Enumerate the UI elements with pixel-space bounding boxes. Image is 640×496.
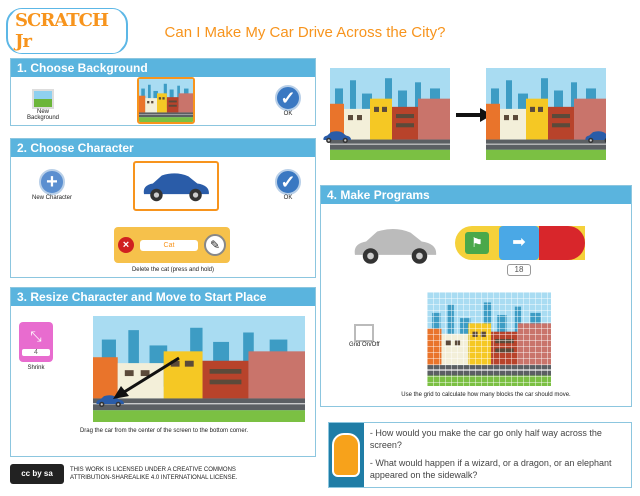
car-sprite bbox=[584, 130, 606, 144]
plus-icon: + bbox=[39, 169, 65, 195]
stage-city-scene[interactable] bbox=[93, 316, 305, 422]
grid-icon bbox=[354, 324, 374, 342]
step3-header: 3. Resize Character and Move to Start Place bbox=[11, 288, 315, 306]
step4-panel: 4. Make Programs ⚑ ➡ 18 Grid On/Off Use the grid to calculate how many blocks the car should move. bbox=[320, 185, 632, 407]
ok-button[interactable]: ✓ OK bbox=[275, 85, 301, 117]
new-background-button[interactable]: New Background bbox=[23, 89, 63, 121]
shrink-icon: ⤡ 4 bbox=[19, 322, 53, 362]
step1-panel bbox=[10, 58, 316, 126]
car-silhouette-icon bbox=[349, 226, 441, 266]
move-right-block[interactable] bbox=[499, 226, 539, 260]
drag-arrow-icon bbox=[111, 356, 181, 400]
grid-overlay bbox=[427, 292, 551, 386]
license-text: THIS WORK IS LICENSED UNDER A CREATIVE COMMONS ATTRIBUTION-SHAREALIKE 4.0 INTERNATIONAL LICENSE. bbox=[70, 467, 238, 481]
shrink-block[interactable]: ⤡ 4 Shrink bbox=[19, 322, 53, 371]
scratchjr-logo: SCRATCH Jr bbox=[8, 10, 126, 52]
cc-license-badge: cc by sa bbox=[10, 464, 64, 484]
step3-panel: 3. Resize Character and Move to Start Place ⤡ 4 Shrink Drag the car from the center of the screen to the bottom corner. bbox=[10, 287, 316, 457]
step4-header: 4. Make Programs bbox=[321, 186, 631, 204]
step2-header: 2. Choose Character bbox=[11, 139, 315, 157]
end-block[interactable] bbox=[539, 226, 585, 260]
step1-header: 1. Choose Background bbox=[11, 59, 315, 77]
step2-panel: 2. Choose Character + New Character ✓ OK × Cat ✎ Delete the cat (press and hold) bbox=[10, 138, 316, 278]
after-scene bbox=[486, 68, 606, 160]
new-character-button[interactable]: + New Character bbox=[31, 171, 72, 201]
car-sprite bbox=[322, 130, 352, 144]
character-name-field[interactable]: Cat bbox=[140, 240, 198, 251]
question-2: - What would happen if a wizard, or a dragon, or an elephant appeared on the sidewalk? bbox=[369, 458, 612, 480]
before-scene bbox=[330, 68, 450, 160]
ok-button[interactable]: ✓ OK bbox=[275, 169, 301, 201]
paintbrush-icon[interactable]: ✎ bbox=[204, 234, 226, 256]
scratch-cat-icon bbox=[329, 423, 364, 487]
grid-city-scene bbox=[427, 292, 551, 386]
questions-panel bbox=[328, 422, 632, 488]
grid-toggle-button[interactable]: Grid On/Off bbox=[349, 324, 380, 348]
delete-cat-bar[interactable] bbox=[114, 227, 230, 263]
checkmark-icon: ✓ bbox=[275, 85, 301, 111]
checkmark-icon: ✓ bbox=[275, 169, 301, 195]
car-character-thumbnail[interactable] bbox=[133, 161, 219, 211]
question-1: - How would you make the car go only half way across the screen? bbox=[369, 428, 602, 450]
delete-icon[interactable]: × bbox=[118, 237, 134, 253]
city-background-thumbnail[interactable] bbox=[137, 77, 195, 124]
landscape-icon bbox=[32, 89, 54, 109]
right-arrow-icon: ➡ bbox=[512, 234, 526, 251]
move-steps-field[interactable]: 18 bbox=[507, 264, 531, 276]
page-title: Can I Make My Car Drive Across the City? bbox=[164, 24, 446, 41]
green-flag-icon: ⚑ bbox=[465, 232, 489, 254]
